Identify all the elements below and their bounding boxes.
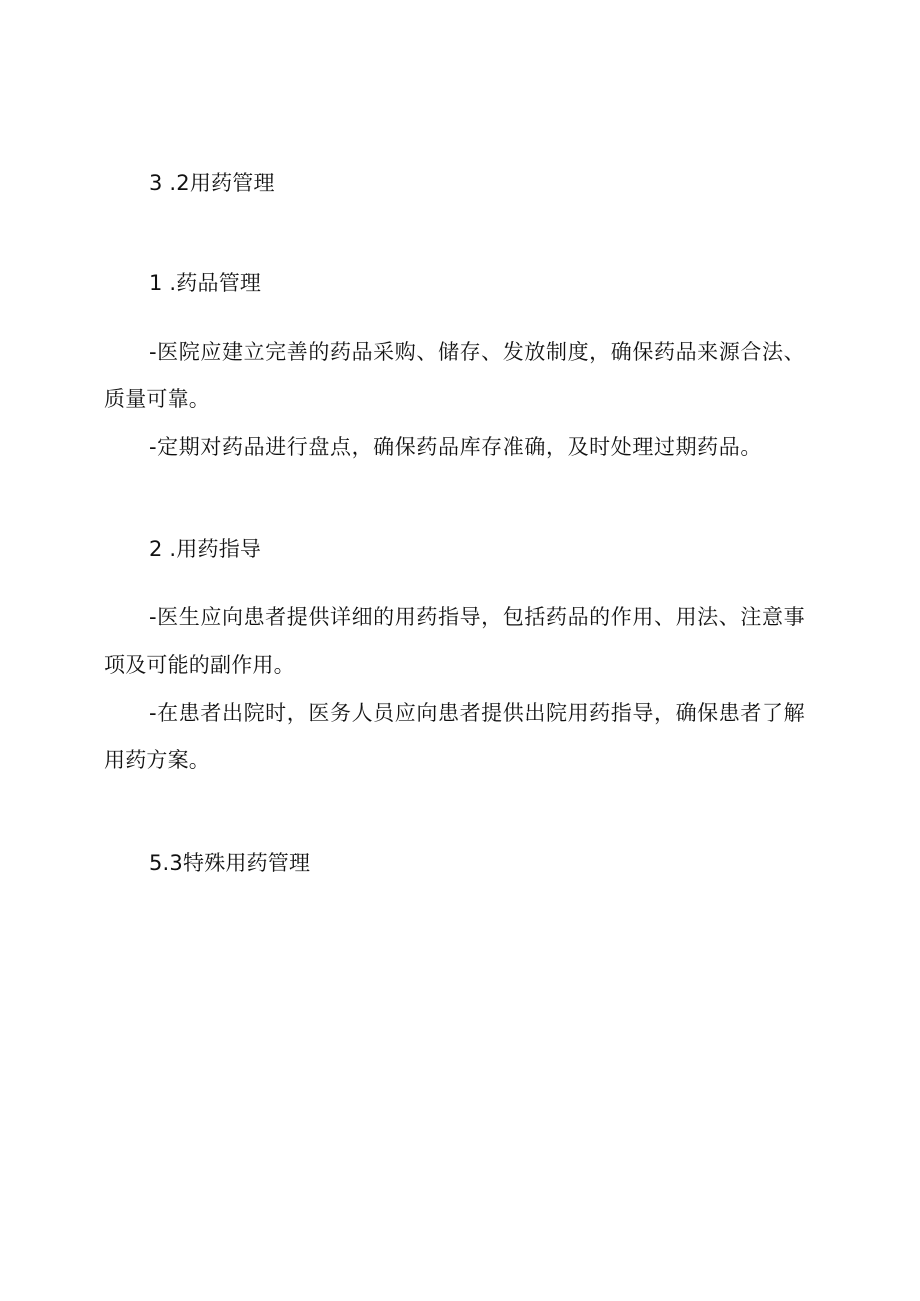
paragraph-discharge-guidance-line-1: -在患者出院时，医务人员应向患者提供出院用药指导，确保患者了解 xyxy=(149,701,806,725)
paragraph-doctor-guidance-line-2: 项及可能的副作用。 xyxy=(104,653,295,677)
paragraph-drug-inventory: -定期对药品进行盘点，确保药品库存准确，及时处理过期药品。 xyxy=(149,435,762,459)
subsection-title-drug-management: 1 .药品管理 xyxy=(149,271,262,295)
paragraph-discharge-guidance-line-2: 用药方案。 xyxy=(104,748,210,772)
paragraph-drug-procurement-line-1: -医院应建立完善的药品采购、储存、发放制度，确保药品来源合法、 xyxy=(149,340,806,364)
paragraph-doctor-guidance-line-1: -医生应向患者提供详细的用药指导，包括药品的作用、用法、注意事 xyxy=(149,605,806,629)
paragraph-drug-procurement-line-2: 质量可靠。 xyxy=(104,387,210,411)
section-heading-3-2: 3 .2用药管理 xyxy=(149,171,275,195)
section-heading-5-3: 5.3特殊用药管理 xyxy=(149,851,311,875)
subsection-title-medication-guidance: 2 .用药指导 xyxy=(149,537,262,561)
